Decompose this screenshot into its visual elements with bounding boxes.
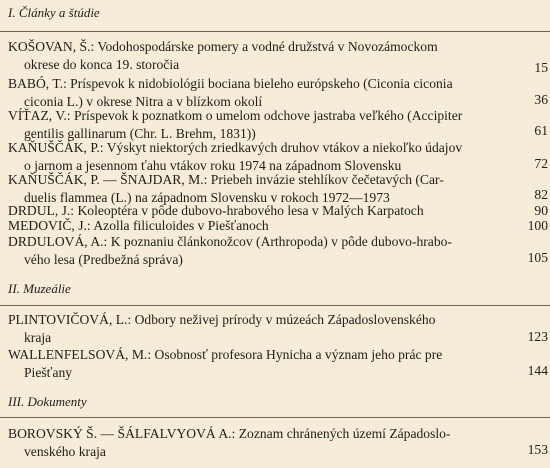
entry-text — [8, 311, 515, 347]
entry-line: ciconia L.) v okrese Nitra a v blízkom okolí — [24, 94, 263, 109]
section-divider — [0, 31, 550, 32]
toc-entry — [8, 38, 548, 74]
page-number: 61 — [534, 123, 548, 138]
section-title: III. Dokumenty — [8, 394, 87, 409]
page-number: 90 — [534, 203, 548, 218]
section-divider — [0, 417, 550, 418]
entry-text — [8, 75, 515, 111]
toc-entry — [8, 346, 548, 382]
toc-entry — [8, 425, 548, 461]
entry-line: kraja — [24, 330, 52, 345]
entry-line: okrese do konca 19. storočia — [24, 57, 180, 72]
entry-line: Piešťany — [24, 365, 73, 380]
entry-text — [8, 107, 515, 143]
entry-line: PLINTOVIČOVÁ, L.: Odbory neživej prírody v múzeách Západoslovenského — [8, 312, 436, 327]
entry-line: DRDUL, J.: Koleoptéra v pôde dubovo-hrabového lesa v Malých Karpatoch — [8, 203, 424, 218]
entry-line: venského kraja — [24, 444, 106, 459]
entry-text — [8, 346, 515, 382]
entry-line: KOŠOVAN, Š.: Vodohospodárske pomery a vodné družstvá v Novozámockom — [8, 39, 438, 54]
entry-line: BABÓ, T.: Príspevok k nidobiológii bociana bieleho európskeho (Ciconia ciconia — [8, 76, 453, 91]
page-number: 100 — [527, 218, 548, 233]
entry-text — [8, 233, 515, 269]
toc-entry — [8, 139, 548, 175]
entry-line: KAŇUŠČÁK, P.: Výskyt niektorých zriedkavých druhov vtákov a niekoľko údajov — [8, 140, 463, 155]
page-number: 36 — [534, 92, 548, 107]
entry-line: MEDOVIČ, J.: Azolla filiculoides v Piešťanoch — [8, 218, 269, 233]
page-number: 123 — [527, 329, 548, 344]
entry-line: DRDULOVÁ, A.: K poznaniu článkonožcov (Arthropoda) v pôde dubovo-hrabo- — [8, 234, 452, 249]
page-number: 144 — [527, 363, 548, 378]
entry-line: BOROVSKÝ Š. — ŠÁLFALVYOVÁ A.: Zoznam chránených území Západoslo- — [8, 426, 451, 441]
entry-line: gentilis gallinarum (Chr. L. Brehm, 1831)) — [24, 126, 256, 141]
page-number: 105 — [527, 250, 548, 265]
toc-entry — [8, 107, 548, 143]
entry-line: vého lesa (Predbežná správa) — [24, 252, 183, 267]
page-number: 72 — [534, 156, 548, 171]
entry-line: o jarnom a jesennom ťahu vtákov roku 1974 na západnom Slovensku — [24, 158, 402, 173]
page-number: 153 — [527, 442, 548, 457]
page-number: 15 — [534, 60, 548, 75]
toc-entry — [8, 311, 548, 347]
section-title: II. Muzeálie — [8, 281, 71, 296]
section-title: I. Články a štúdie — [8, 5, 100, 20]
entry-text — [8, 425, 515, 461]
entry-line: WALLENFELSOVÁ, M.: Osobnosť profesora Hynicha a význam jeho prác pre — [8, 347, 443, 362]
entry-text — [8, 139, 515, 175]
page-number: 82 — [534, 187, 548, 202]
entry-text — [8, 38, 515, 74]
toc-entry — [8, 233, 548, 269]
toc-entry — [8, 75, 548, 111]
entry-line: duelis flammea (L.) na západnom Slovensku v rokoch 1972—1973 — [24, 190, 390, 205]
entry-line: VÍŤAZ, V.: Príspevok k poznatkom o umelom odchove jastraba veľkého (Accipiter — [8, 108, 463, 123]
section-divider — [0, 305, 550, 306]
entry-line: KAŇUŠČÁK, P. — ŠNAJDAR, M.: Priebeh invázie stehlíkov čečetavých (Car- — [8, 172, 444, 187]
